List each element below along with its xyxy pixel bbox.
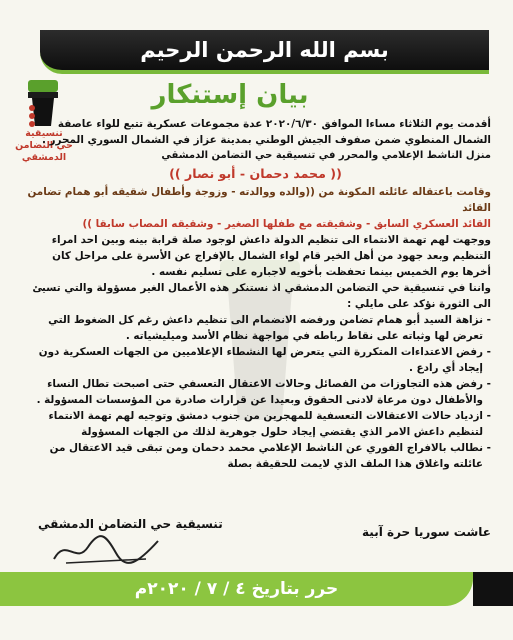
closing-slogan: عاشت سوريا حرة آبية xyxy=(362,525,491,539)
statement-body xyxy=(20,116,491,472)
logo-line: حي التضامن xyxy=(15,140,73,151)
handwritten-signature xyxy=(46,529,166,569)
demands-list xyxy=(20,312,491,472)
signer-name: تنسيقية حي التضامن الدمشقي xyxy=(38,517,223,531)
charges-paragraph: ووجهت لهم تهمة الانتماء الى تنظيم الدولة داعش لوجود صلة قرابة بينه وبين احد امراء التنظيم وبعد جهود من أهل الخير قام لواء الشمال بالإفراج عن الأسرة على مراحل كان أخرها يوم الخميس بينما تحفظت بأخويه لاجباره على تسليم نفسه . xyxy=(51,234,491,278)
intro-paragraph: أقدمت يوم الثلاثاء مساءا الموافق ٢٠٢٠/٦/٣٠ عدة مجموعات عسكرية تتبع للواء عاصفة الشمال المنطوي ضمن صفوف الجيش الوطني بمدينة عزاز في الشمال السوري المحرر . xyxy=(41,118,491,146)
statement-footer xyxy=(20,517,491,577)
condemnation-paragraph: واننا في تنسيقية حي التضامن الدمشقي اذ نستنكر هذه الأعمال الغير مسؤولة والتي تسيئ الى الثورة نؤكد على مايلي : xyxy=(32,282,491,310)
family-paragraph: وقامت باعتقاله عائلته المكونة من ((والده ووالدته - وزوجة وأطفال شقيقه أبو همام تضامن القائد xyxy=(27,186,491,214)
basmala: بسم الله الرحمن الرحيم xyxy=(140,38,389,62)
list-item: - نطالب بالافراج الفوري عن الناشط الإعلامي محمد دحمان ومن تبقى قيد الاعتقال من عائلته واغلاق هذا الملف الذي لايمت للحقيقة بصلة xyxy=(20,440,491,472)
list-item: - رفض هذه التجاوزات من الفصائل وحالات الاعتقال التعسفي حتى اصبحت تطال النساء والأطفال دون مرعاة لادنى الحقوق وبعيدا عن قرارات صادرة من المؤسسات المسؤولة . xyxy=(20,376,491,408)
page-title: بيان إستنكار xyxy=(151,80,309,110)
header-bar xyxy=(40,30,489,74)
list-item: - ازدياد حالات الاعتقالات التعسفية للمهجرين من جنوب دمشق وتوجيه لهم تهمة الانتماء لتنظيم داعش الامر الذي يقتضي إيجاد حلول جوهرية لذلك من الجهات المسؤولة xyxy=(20,408,491,440)
detained-person-name: (( محمد دحمان - أبو نصار )) xyxy=(169,166,342,181)
intro-subtitle: منزل الناشط الإعلامي والمحرر في تنسيقية حي التضامن الدمشقي xyxy=(161,150,491,161)
issue-date: حرر بتاريخ ٤ / ٧ / ٢٠٢٠م xyxy=(134,579,339,599)
list-item: - رفض الاعتداءات المتكررة التي يتعرض لها النشطاء الإعلاميين من الجهات العسكرية دون إيجاد أي رادع . xyxy=(20,344,491,376)
logo-line: الدمشقي xyxy=(21,152,67,163)
logo-line: تنسيقية xyxy=(25,128,63,139)
list-item: - نزاهة السيد أبو همام تضامن ورفضه الانضمام الى تنظيم داعش رغم كل الضغوط التي تعرض لها وثباته على نقاط رباطه في مواجهة نظام الأسد وميليشياته . xyxy=(20,312,491,344)
family-paragraph-continued: القائد العسكري السابق - وشقيقته مع طفلها الصغير - وشقيقه المصاب سابقا )) xyxy=(82,218,491,230)
date-bar xyxy=(0,572,473,606)
footer-stripe xyxy=(473,572,513,606)
